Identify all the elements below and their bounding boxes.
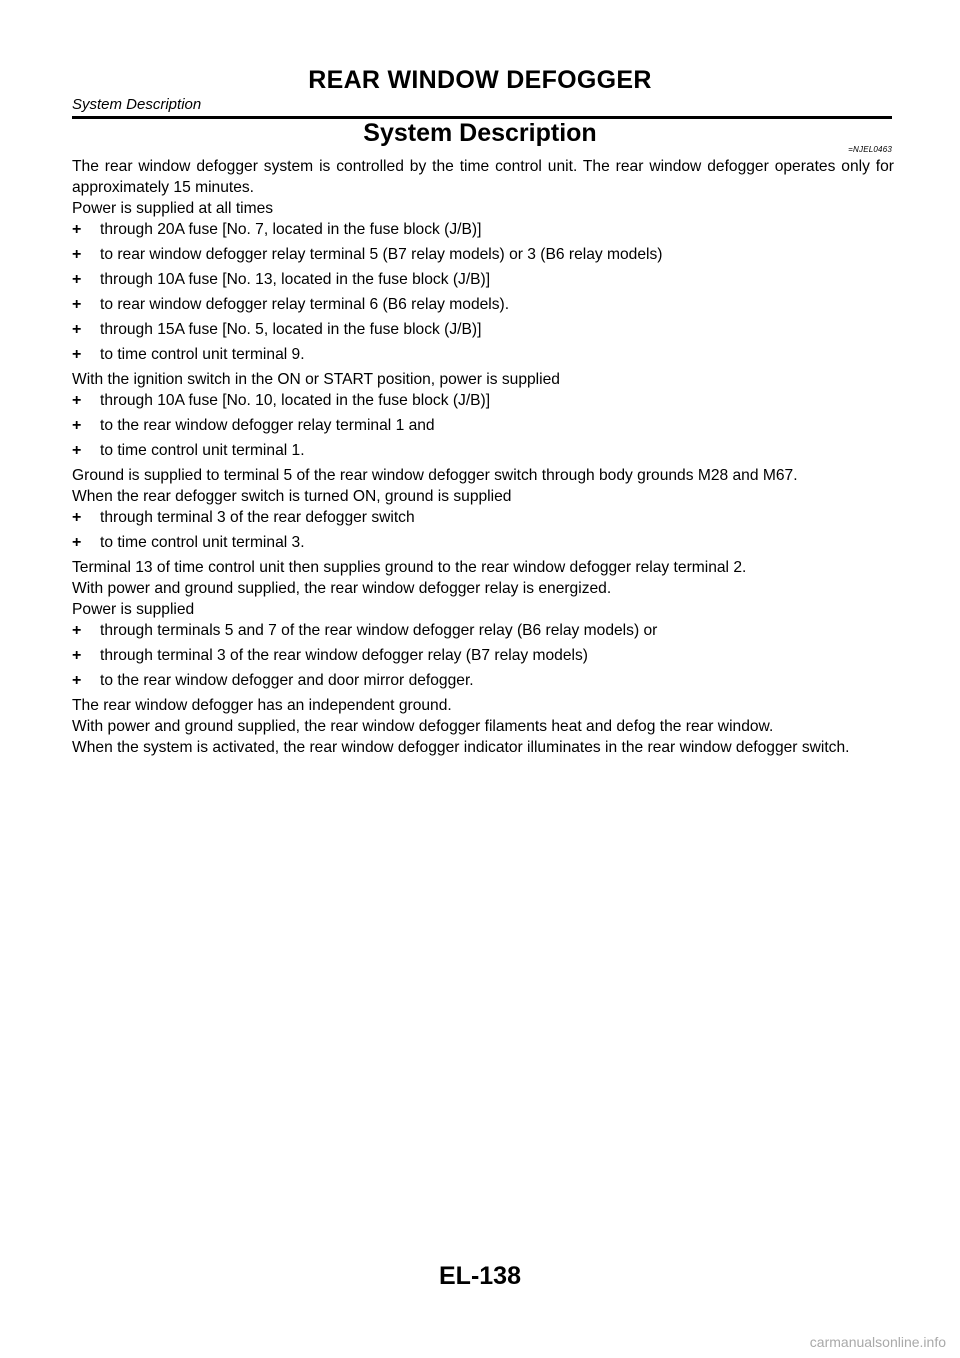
bullet-marker: + xyxy=(72,246,82,263)
list-item-text: to rear window defogger relay terminal 6 (B6 relay models). xyxy=(100,296,510,313)
bullet-marker: + xyxy=(72,346,82,363)
list-item-text: through 10A fuse [No. 13, located in the fuse block (J/B)] xyxy=(100,271,491,288)
list-item-text: to time control unit terminal 3. xyxy=(100,534,305,551)
list-item-text: through 15A fuse [No. 5, located in the fuse block (J/B)] xyxy=(100,321,482,338)
list-item xyxy=(72,344,894,365)
bullet-marker: + xyxy=(72,534,82,551)
paragraph: Power is supplied at all times xyxy=(72,200,274,217)
bullet-marker: + xyxy=(72,296,82,313)
bullet-marker: + xyxy=(72,221,82,238)
page-header-subtitle: System Description xyxy=(72,96,202,113)
paragraph: Power is supplied xyxy=(72,601,195,618)
bullet-marker: + xyxy=(72,509,82,526)
bullet-marker: + xyxy=(72,442,82,459)
list-item-text: through 10A fuse [No. 10, located in the fuse block (J/B)] xyxy=(100,392,491,409)
list-item xyxy=(72,269,894,290)
bullet-marker: + xyxy=(72,271,82,288)
paragraph: The rear window defogger has an independent ground. xyxy=(72,697,452,714)
bullet-marker: + xyxy=(72,622,82,639)
paragraph: With power and ground supplied, the rear window defogger filaments heat and defog the rear window. xyxy=(72,718,774,735)
list-item-text: through terminal 3 of the rear window defogger relay (B7 relay models) xyxy=(100,647,588,664)
watermark: carmanualsonline.info xyxy=(809,1334,946,1350)
paragraph: When the system is activated, the rear window defogger indicator illuminates in the rear window defogger switch. xyxy=(72,739,850,756)
paragraph: Ground is supplied to terminal 5 of the rear window defogger switch through body grounds M28 and M67. xyxy=(72,467,798,484)
paragraph: Terminal 13 of time control unit then supplies ground to the rear window defogger relay terminal 2. xyxy=(72,559,747,576)
paragraph: The rear window defogger system is controlled by the time control unit. The rear window defogger operates only for approximately 15 minutes. xyxy=(72,158,894,196)
list-item xyxy=(72,319,894,340)
bullet-marker: + xyxy=(72,672,82,689)
bullet-marker: + xyxy=(72,647,82,664)
bullet-marker: + xyxy=(72,392,82,409)
paragraph: With the ignition switch in the ON or START position, power is supplied xyxy=(72,371,560,388)
list-item xyxy=(72,620,894,641)
list-item xyxy=(72,390,894,411)
list-item xyxy=(72,532,894,553)
list-item-text: to time control unit terminal 9. xyxy=(100,346,305,363)
list-item xyxy=(72,415,894,436)
list-item xyxy=(72,507,894,528)
bullet-marker: + xyxy=(72,417,82,434)
bullet-marker: + xyxy=(72,321,82,338)
list-item-text: through terminals 5 and 7 of the rear window defogger relay (B6 relay models) or xyxy=(100,622,658,639)
list-item xyxy=(72,219,894,240)
page-number: EL-138 xyxy=(439,1262,521,1290)
section-title: System Description xyxy=(363,119,597,147)
body-content xyxy=(72,156,894,758)
paragraph: When the rear defogger switch is turned ON, ground is supplied xyxy=(72,488,512,505)
list-item xyxy=(72,670,894,691)
list-item-text: to time control unit terminal 1. xyxy=(100,442,305,459)
list-item xyxy=(72,294,894,315)
reference-code: =NJEL0463 xyxy=(848,145,892,154)
paragraph: With power and ground supplied, the rear window defogger relay is energized. xyxy=(72,580,612,597)
page-header-title: REAR WINDOW DEFOGGER xyxy=(308,66,652,94)
list-item-text: to the rear window defogger relay terminal 1 and xyxy=(100,417,435,434)
list-item-text: through 20A fuse [No. 7, located in the fuse block (J/B)] xyxy=(100,221,482,238)
list-item-text: to the rear window defogger and door mirror defogger. xyxy=(100,672,474,689)
list-item-text: to rear window defogger relay terminal 5 (B7 relay models) or 3 (B6 relay models) xyxy=(100,246,663,263)
list-item xyxy=(72,645,894,666)
list-item xyxy=(72,244,894,265)
list-item xyxy=(72,440,894,461)
list-item-text: through terminal 3 of the rear defogger switch xyxy=(100,509,415,526)
